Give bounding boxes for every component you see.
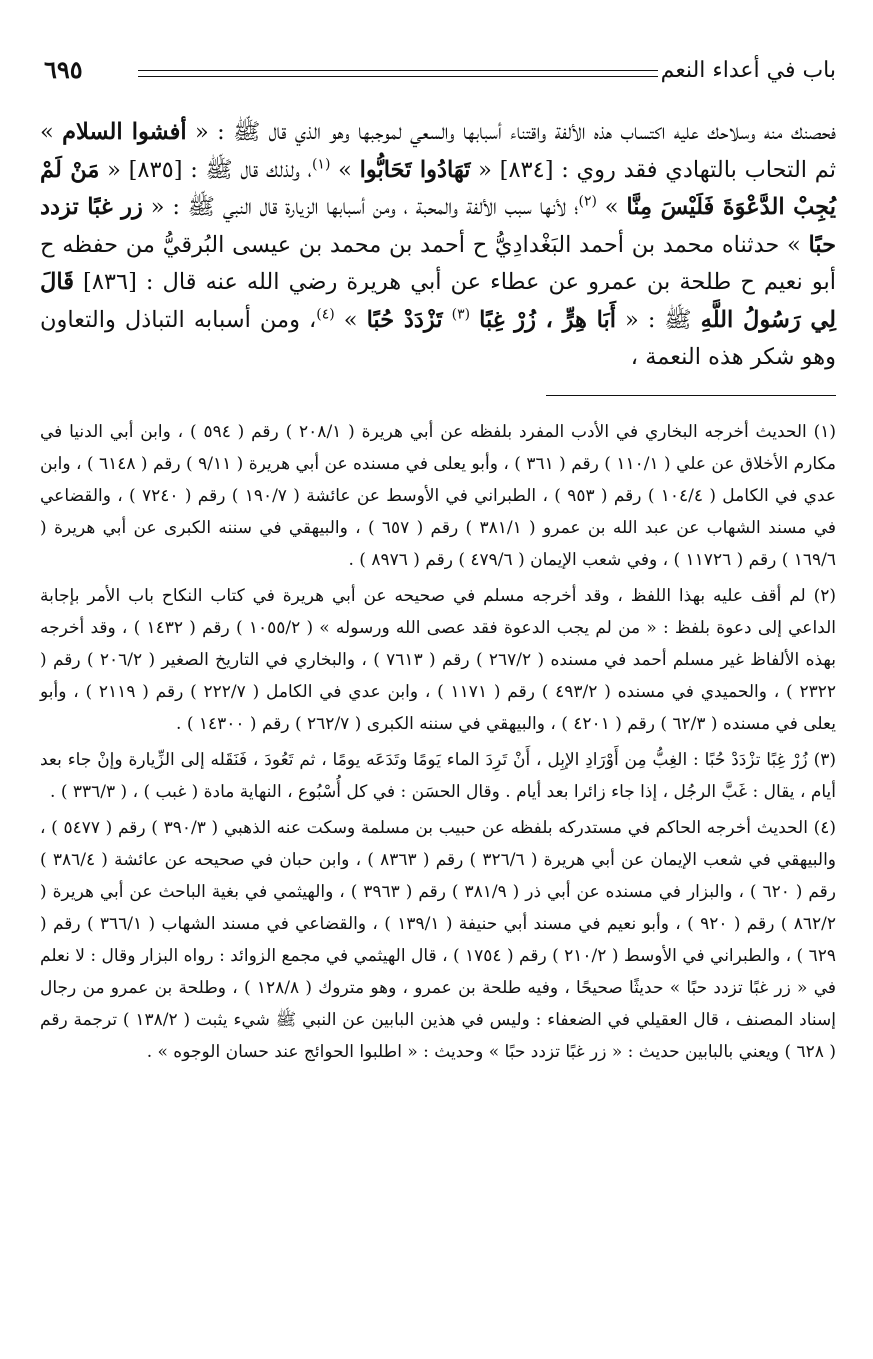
body-text: ؛ لأنها سبب الألفة والمحبة ، ومن أسبابها الزيارة قال النبي (214, 194, 579, 220)
body-text: » (330, 156, 360, 183)
page-header (40, 52, 836, 94)
hadith-text: قَالَ لِي رَسُولُ اللَّهِ (40, 269, 836, 333)
body-text: » حدثناه محمد بن أحمد البَغْدادِيُّ ح أحمد بن محمد بن عيسى البُرقيُّ من حفظه ح أبو نعيم ح طلحة بن عمرو عن عطاء عن أبي هريرة (40, 231, 836, 295)
body-text: ﷺ : « (616, 306, 701, 333)
header-double-rule (138, 70, 658, 77)
body-text: ﷺ (233, 119, 261, 145)
book-page (40, 52, 836, 1072)
footnote: (٤) الحديث أخرجه الحاكم في مستدركه بلفظه عن حبيب بن مسلمة وسكت عنه الذهبي ( ٣٩٠/٣ ) رقم ( ٥٤٧٧ ) ، والبيهقي في شعب الإيمان عن أبي هريرة ( ٣٢٦/٦ ) رقم ( ٨٣٦٣ ) ، وابن حبان في صحيحه عن عائشة ( ٣٨٦/٤ ) رقم ( ٦٢٠ ) ، والبزار في مسنده عن أبي ذر ( ٣٨١/٩ ) رقم ( ٣٩٦٣ ) ، والهيثمي في بغية الباحث عن أبي هريرة ( ٨٦٢/٢ ) رقم ( ٩٢٠ ) ، وأبو نعيم في مسند أبي حنيفة ( ١٣٩/١ ) ، والقضاعي في مسند الشهاب ( ٣٦٦/١ ) رقم ( ٦٢٩ ) ، والطبراني في الأوسط ( ٢١٠/٢ ) رقم ( ١٧٥٤ ) ، قال الهيثمي في مجمع الزوائد : رواه البزار وقال : لا نعلم في « زر غبًا تزدد حبًا » حديثًا صحيحًا ، وفيه طلحة بن عمرو ، وهو متروك ( ١٢٨/٨ ) ، وطلحة بن عمرو من رجال إسناد المصنف ، قال العقيلي في الضعفاء : وليس في هذين البابين عن النبي ﷺ شيء يثبت ( ١٣٨/٢ ) ترجمة رقم ( ٦٢٨ ) ويعني بالبابين حديث : « زر غبًا تزدد حبًا » وحديث : « اطلبوا الحوائج عند حسان الوجوه » . (40, 817, 836, 1062)
footnote-reference: (١) (311, 156, 331, 172)
body-text: : « (186, 119, 234, 145)
body-text: : « (142, 194, 188, 220)
body-text: » ثم التحاب بالتهادي فقد روي : [٨٣٤] « (40, 119, 837, 183)
hadith-text: مَنْ لَمْ يُجِبْ الدَّعْوَةَ فَلَيْسَ مِنَّا (40, 156, 836, 220)
body-text (470, 307, 479, 333)
body-text: : [٨٣٥] « (99, 156, 206, 183)
body-text: ﷺ (187, 194, 215, 220)
footnote: (٢) لم أقف عليه بهذا اللفظ ، وقد أخرجه مسلم في صحيحه عن أبي هريرة في كتاب النكاح باب الأمر بإجابة الداعي إلى دعوة بلفظ : « من لم يجب الدعوة فقد عصى الله ورسوله » ( ١٠٥٥/٢ ) رقم ( ١٤٣٢ ) ، وقد أخرجه بهذه الألفاظ غير مسلم أحمد في مسنده ( ٢٦٧/٢ ) رقم ( ٧٦١٣ ) ، والبخاري في التاريخ الصغير ( ٢٠٦/٢ ) رقم ( ٢٣٢٢ ) ، والحميدي في مسنده ( ٤٩٣/٢ ) رقم ( ١١٧١ ) ، وابن عدي في الكامل ( ٢٢٢/٧ ) رقم ( ٢١١٩ ) ، وأبو يعلى في مسنده ( ٦٢/٣ ) رقم ( ٤٢٠١ ) ، والبيهقي في سننه الكبرى ( ٢٦٢/٧ ) رقم ( ١٤٣٠٠ ) . (40, 585, 837, 734)
main-text (40, 114, 836, 377)
footnote-reference: (٣) (451, 306, 471, 322)
body-text: ﷺ (205, 156, 233, 183)
footnote-divider (546, 395, 836, 396)
hadith-text: تَهَادُوا تَحَابُّوا (359, 156, 471, 183)
hadith-text: زر غبًا تزدد حبًا (40, 194, 836, 258)
main-paragraph (40, 114, 836, 377)
footnote: (١) الحديث أخرجه البخاري في الأدب المفرد بلفظه عن أبي هريرة ( ٢٠٨/١ ) رقم ( ٥٩٤ ) ، وابن أبي الدنيا في مكارم الأخلاق عن علي ( ١١٠/١ ) رقم ( ٣٦١ ) ، وأبو يعلى في مسنده عن أبي هريرة ( ٩/١١ ) رقم ( ٦١٤٨ ) ، وابن عدي في الكامل ( ١٠٤/٤ ) رقم ( ٩٥٣ ) ، الطبراني في الأوسط عن عائشة ( ١٩٠/٧ ) رقم ( ٧٢٤٠ ) ، والقضاعي في مسند الشهاب عن عبد الله بن عمرو ( ٣٨١/١ ) رقم ( ٦٥٧ ) ، والبيهقي في سننه الكبرى عن أبي هريرة ( ١٦٩/٦ ) رقم ( ١١٧٢٦ ) ، وفي شعب الإيمان ( ٤٧٩/٦ ) رقم ( ٨٩٧٦ ) . (40, 421, 837, 570)
body-text: » (334, 306, 367, 333)
body-text (443, 307, 452, 333)
body-text: فحصنك منه وسلاحك عليه اكتساب هذه الألفة واقتناء أسبابها والسعي لموجبها وهو الذي قال (260, 119, 836, 145)
page-number: ٦٩٥ (44, 55, 83, 84)
footnote-reference: (٤) (316, 306, 335, 322)
footnote: (٣) زُرْ غِبًا تزْدَدْ حُبًا : الغِبُّ مِن أَوْرَادِ الإبِل ، أَنْ تَرِدَ الماء يَومًا وتَدَعَه يومًا ، ثم تَعُودَ ، فَنَقَله إلى الزِّيارة وإنْ جاء بعد أيام ، يقال : غَبَّ الرجُل ، إذا جاء زائرا بعد أيام . وقال الحسَن : في كل أُسْبُوع ، النهاية مادة ( غبب ) ، ( ٣٣٦/٣ ) . (40, 749, 836, 802)
body-text: ، ومن أسبابه التباذل والتعاون وهو شكر هذه النعمة ، (40, 306, 836, 370)
hadith-text: أَبَا هِرٍّ ، زُرْ غِبًا (479, 306, 616, 333)
body-text: قال : [٨٣٦] (73, 269, 206, 295)
hadith-text: أفشوا السلام (62, 119, 187, 145)
chapter-title: باب في أعداء النعم (660, 58, 836, 83)
body-text: رضي الله عنه (205, 269, 338, 295)
footnotes-section (40, 416, 836, 1068)
footnote-reference: (٢) (578, 193, 597, 210)
body-text: » (596, 194, 627, 220)
hadith-text: تَزْدَدْ حُبًا (366, 306, 443, 333)
body-text: ، ولذلك قال (232, 156, 312, 183)
